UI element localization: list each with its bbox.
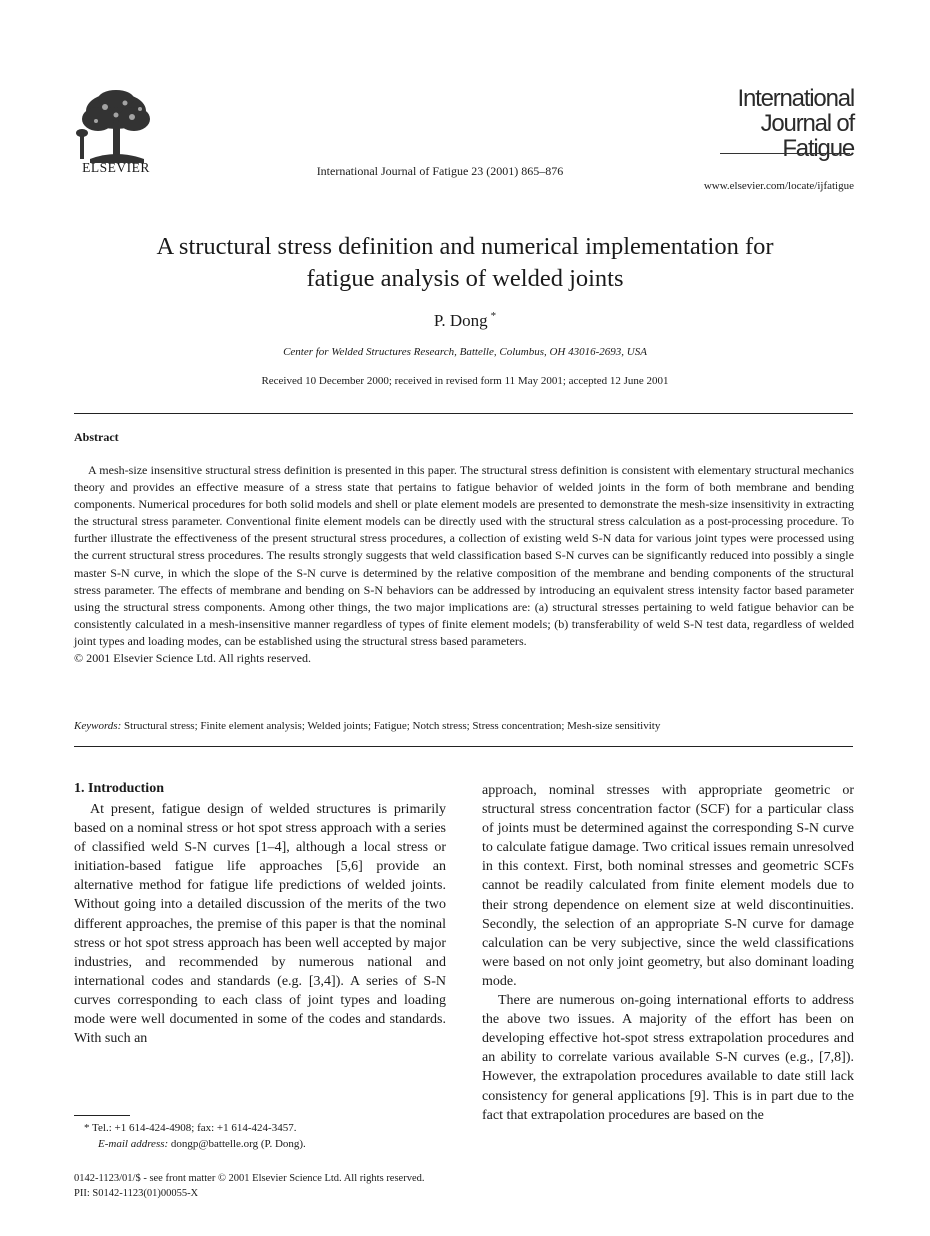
right-column bbox=[482, 781, 854, 1125]
author bbox=[0, 310, 930, 331]
affiliation: Center for Welded Structures Research, Battelle, Columbus, OH 43016-2693, USA bbox=[283, 346, 647, 358]
bottom-notes bbox=[74, 1171, 425, 1201]
divider-top bbox=[74, 413, 853, 414]
keywords bbox=[74, 720, 854, 732]
intro-paragraph-1-cont: approach, nominal stresses with appropriate geometric or structural stress concentration factor (SCF) for a particular class of joints must be determined against the corresponding S-N curve to calculate fatigue damage. Two critical issues remain unresolved in this context. First, both nominal stresses and geometric SCFs cannot be readily calculated from finite element models due to their strong dependence on element size at weld discontinuities. Secondly, the selection of an appropriate S-N curve for damage calculation can be very subjective, since the weld classifications were based on not only joint geometry, but also dominant loading mode. bbox=[482, 783, 854, 989]
footnote bbox=[74, 1120, 454, 1152]
abstract-heading: Abstract bbox=[74, 430, 119, 444]
abstract-text: A mesh-size insensitive structural stress definition is presented in this paper. The structural stress definition is consistent with elementary structural mechanics theory and provides an effective measure of a stress state that pertains to fatigue behavior of welded joints in the form of both membrane and bending components. Numerical procedures for both solid models and shell or plate element models are presented to demonstrate the mesh-size insensitivity in extracting the structural stress parameter. Conventional finite element models can be directly used with the structural stress calculation as a post-processing procedure. To further illustrate the effectiveness of the present structural stress procedures, a collection of existing weld S-N data for various joint types were processed using the current structural stress procedures. The results strongly suggests that weld classification based S-N curves can be significantly reduced into possibly a single master S-N curve, in which the slope of the S-N curve is determined by the relative composition of the membrane and bending components of the structural stress parameter. The effects of membrane and bending on S-N behaviors can be addressed by introducing an equivalent stress intensity factor based parameter using the structural stress components. Among other things, the two major implications are: (a) structural stresses pertaining to weld fatigue behavior can be consistently calculated in a mesh-insensitive manner regardless of types of finite element models; (b) transferability of weld S-N test data, regardless of welded joint types and loading modes, can be established using the structural stress based parameters. bbox=[74, 463, 854, 648]
keywords-list: Structural stress; Finite element analysis; Welded joints; Fatigue; Notch stress; Stress concentration; Mesh-size sensitivity bbox=[124, 720, 661, 732]
journal-logo-line-2: Journal of bbox=[760, 110, 854, 137]
intro-paragraph-1: At present, fatigue design of welded structures is primarily based on a nominal stress or hot spot stress approach with a series of classified weld S-N curves [1–4], although a local stress or initiation-based fatigue life approaches [5,6] provide an alternative method for fatigue life predictions of welded joints. Without going into a detailed discussion of the merits of the two different approaches, the premise of this paper is that the nominal stress or hot spot stress approach has been well accepted by major industries, and recommended by numerous national and international codes and standards (e.g. [3,4]). A series of S-N curves corresponding to each class of joint types and loading mode were well documented in some of the codes and standards. With such an bbox=[74, 802, 446, 1047]
author-name[interactable]: P. Dong bbox=[433, 311, 488, 330]
journal-url-link[interactable]: www.elsevier.com/locate/ijfatigue bbox=[703, 180, 854, 192]
journal-logo-line-1: International bbox=[737, 85, 854, 112]
issn-line: 0142-1123/01/$ - see front matter © 2001 Elsevier Science Ltd. All rights reserved. bbox=[74, 1173, 425, 1184]
abstract-body bbox=[74, 462, 854, 667]
journal-logo-line-3: Fatigue bbox=[782, 135, 854, 162]
footnote-contact: * Tel.: +1 614-424-4908; fax: +1 614-424-3457. bbox=[84, 1122, 297, 1134]
journal-citation: International Journal of Fatigue 23 (2001) 865–876 bbox=[316, 164, 564, 178]
publisher-name: ELSEVIER bbox=[82, 160, 150, 175]
email-label: E-mail address: bbox=[98, 1138, 169, 1150]
pii-line: PII: S0142-1123(01)00055-X bbox=[74, 1188, 199, 1199]
journal-logo bbox=[720, 86, 854, 161]
journal-logo-rule bbox=[720, 153, 850, 154]
received-dates: Received 10 December 2000; received in revised form 11 May 2001; accepted 12 June 2001 bbox=[261, 375, 669, 387]
footnote-email bbox=[74, 1136, 454, 1152]
title-line-1: A structural stress definition and numerical implementation for bbox=[156, 233, 774, 260]
footnote-rule bbox=[74, 1115, 130, 1116]
author-footnote-mark[interactable]: * bbox=[490, 310, 497, 322]
left-column bbox=[74, 800, 446, 1048]
section-heading: 1. Introduction bbox=[74, 781, 164, 796]
article-title bbox=[60, 231, 870, 295]
email-value[interactable]: dongp@battelle.org (P. Dong). bbox=[170, 1138, 306, 1150]
abstract-copyright: © 2001 Elsevier Science Ltd. All rights reserved. bbox=[74, 651, 311, 666]
divider-bottom bbox=[74, 746, 853, 747]
keywords-label: Keywords: bbox=[74, 720, 122, 732]
intro-paragraph-2: There are numerous on-going international efforts to address the above two issues. A majority of the effort has been on developing effective hot-spot stress extrapolation procedures and an ability to correlate various available S-N curves (e.g., [7,8]). However, the extrapolation procedures available to date still lack consistency for general applications [9]. This is in part due to the fact that extrapolation procedures are based on the bbox=[482, 993, 854, 1123]
title-line-2: fatigue analysis of welded joints bbox=[306, 265, 624, 292]
